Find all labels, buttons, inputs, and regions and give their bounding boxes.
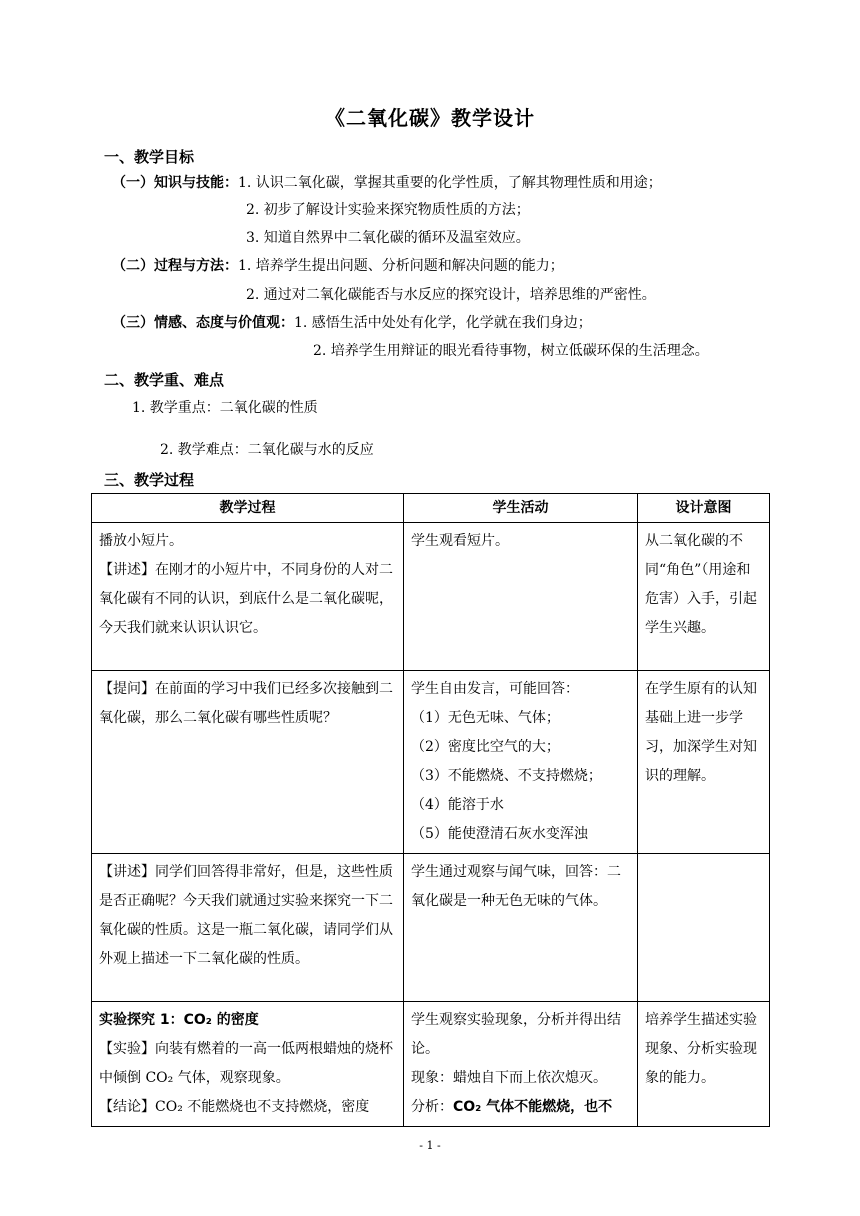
- cell-line: （1）无色无味、气体；: [411, 710, 560, 726]
- table-row: [92, 1002, 770, 1127]
- table-cell: [404, 854, 638, 1002]
- cell-line: 播放小短片。: [99, 533, 183, 549]
- column-header: 设计意图: [638, 494, 770, 523]
- objective-item: 3. 知道自然界中二氧化碳的循环及温室效应。: [246, 230, 530, 246]
- column-header: 学生活动: [404, 494, 638, 523]
- table-cell: [638, 1002, 770, 1127]
- experiment-title: 实验探究 1：CO₂ 的密度: [99, 1012, 259, 1028]
- objective-label: （一）知识与技能：: [112, 175, 238, 191]
- cell-line: 学生自由发言，可能回答：: [411, 681, 579, 697]
- table-cell: [92, 671, 404, 854]
- table-cell: [404, 523, 638, 671]
- objective-label: （二）过程与方法：: [112, 258, 238, 274]
- document-title: 《二氧化碳》教学设计: [325, 106, 535, 130]
- objective-item: 2. 初步了解设计实验来探究物质性质的方法；: [246, 202, 530, 218]
- cell-line: 学生通过观察与闻气味，回答：二氧化碳是一种无色无味的气体。: [411, 864, 621, 909]
- cell-line: （4）能溶于水: [411, 797, 504, 813]
- table-cell: [404, 1002, 638, 1127]
- cell-line: 【讲述】在刚才的小短片中，不同身份的人对二氧化碳有不同的认识，到底什么是二氧化碳呢，今天我们就来认识认识它。: [99, 562, 393, 636]
- table-cell: [92, 523, 404, 671]
- cell-line: 现象：蜡烛自下而上依次熄灭。: [411, 1070, 607, 1086]
- cell-line: 【实验】向装有燃着的一高一低两根蜡烛的烧杯中倾倒 CO₂ 气体，观察现象。: [99, 1041, 393, 1086]
- objective-item: 1. 培养学生提出问题、分析问题和解决问题的能力；: [238, 258, 564, 274]
- table-cell: [92, 1002, 404, 1127]
- cell-line: 学生观看短片。: [411, 533, 509, 549]
- table-cell: [638, 671, 770, 854]
- cell-line: 学生观察实验现象，分析并得出结论。: [411, 1012, 621, 1057]
- table-row: [92, 671, 770, 854]
- table-cell: [638, 523, 770, 671]
- key-point-item: 1. 教学重点：二氧化碳的性质: [132, 400, 318, 416]
- cell-line: （5）能使澄清石灰水变浑浊: [411, 826, 588, 842]
- objective-process-line-1: [112, 256, 564, 276]
- column-header: 教学过程: [92, 494, 404, 523]
- table-row: [92, 854, 770, 1002]
- teaching-process-table: [91, 493, 770, 1127]
- objective-item: 2. 培养学生用辩证的眼光看待事物，树立低碳环保的生活理念。: [313, 343, 709, 359]
- analysis-bold-text: CO₂ 气体不能燃烧，也不: [453, 1099, 613, 1115]
- cell-line: 在学生原有的认知基础上进一步学习，加深学生对知识的理解。: [645, 681, 757, 784]
- section-heading-key-points: 二、教学重、难点: [104, 371, 225, 389]
- table-cell: [404, 671, 638, 854]
- cell-line: 从二氧化碳的不同“角色”（用途和危害）入手，引起学生兴趣。: [645, 533, 757, 636]
- cell-line: 【讲述】同学们回答得非常好，但是，这些性质是否正确呢？今天我们就通过实验来探究一下二氧化碳的性质。这是一瓶二氧化碳，请同学们从外观上描述一下二氧化碳的性质。: [99, 864, 393, 967]
- section-heading-objectives: 一、教学目标: [104, 148, 195, 166]
- cell-line: 培养学生描述实验现象、分析实验现象的能力。: [645, 1012, 757, 1086]
- section-heading-process: 三、教学过程: [104, 471, 195, 489]
- objective-emotion-line-1: [112, 313, 592, 333]
- table-header-row: [92, 494, 770, 523]
- cell-line: （2）密度比空气的大；: [411, 739, 560, 755]
- cell-line: （3）不能燃烧、不支持燃烧；: [411, 768, 602, 784]
- difficulty-item: 2. 教学难点：二氧化碳与水的反应: [160, 442, 374, 458]
- cell-line: 【结论】CO₂ 不能燃烧也不支持燃烧，密度: [99, 1099, 370, 1115]
- objective-item: 2. 通过对二氧化碳能否与水反应的探究设计，培养思维的严密性。: [246, 287, 656, 303]
- objective-item: 1. 感悟生活中处处有化学，化学就在我们身边；: [294, 315, 592, 331]
- table-cell: [92, 854, 404, 1002]
- table-cell: [638, 854, 770, 1002]
- table-row: [92, 523, 770, 671]
- objective-knowledge-line-1: [112, 173, 662, 193]
- page-number: - 1 -: [419, 1139, 441, 1152]
- analysis-line: [411, 1093, 630, 1122]
- objective-item: 1. 认识二氧化碳，掌握其重要的化学性质，了解其物理性质和用途；: [238, 175, 662, 191]
- cell-line: 【提问】在前面的学习中我们已经多次接触到二氧化碳，那么二氧化碳有哪些性质呢？: [99, 681, 393, 726]
- objective-label: （三）情感、态度与价值观：: [112, 315, 294, 331]
- analysis-label: 分析：: [411, 1099, 453, 1115]
